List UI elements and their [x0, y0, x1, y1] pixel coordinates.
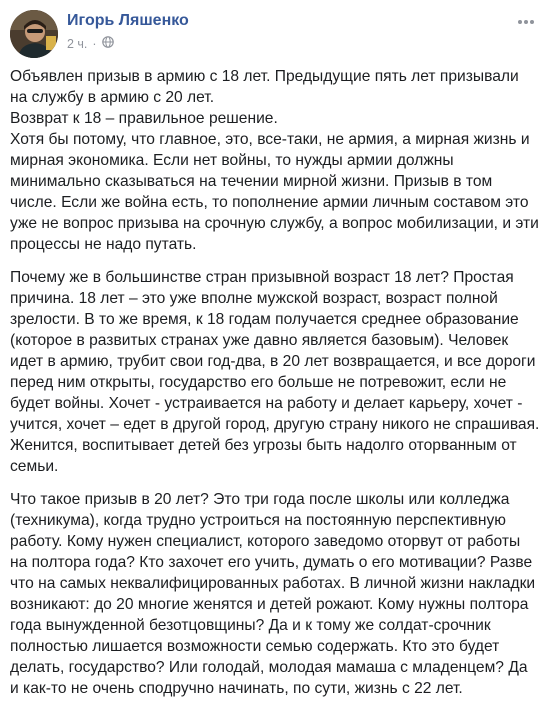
post-timestamp[interactable]: 2 ч.	[67, 36, 88, 51]
globe-icon[interactable]	[102, 36, 114, 51]
author-name-link[interactable]: Игорь Ляшенко	[67, 12, 189, 29]
post-paragraph: Почему же в большинстве стран призывной возраст 18 лет? Простая причина. 18 лет – это уже вполне мужской возраст, возраст полной зрелости. В то же время, к 18 годам получается среднее образование (которое в развитых странах уже давно является базовым). Человек идет в армию, трубит свои год-два, в 20 лет возвращается, и все дороги перед ним открыты, государство его больше не потревожит, если не будет войны. Хочет - устраивается на работу и делает карьеру, хочет - учится, хочет – едет в другой город, другую страну никого не спрашивая. Женится, воспитывает детей без угрозы быть надолго оторванным от семьи.	[10, 269, 540, 475]
post-header	[10, 10, 540, 60]
author-avatar[interactable]	[10, 10, 58, 58]
avatar-photo	[10, 10, 58, 58]
post-meta	[67, 36, 114, 51]
more-options-icon[interactable]	[516, 14, 536, 30]
post-paragraph: Что такое призыв в 20 лет? Это три года после школы или колледжа (техникума), когда трудно устроиться на постоянную перспективную работу. Кому нужен специалист, которого заведомо оторвут от работы на полтора года? Кто захочет его учить, думать о его мотивации? Разве что на самых неквалифицированных работах. В личной жизни накладки возникают: до 20 многие женятся и детей рожают. Кому нужны полтора года вынужденной безотцовщины? Да и к тому же солдат-срочник полностью лишается возможности семью содержать. Кто это будет делать, государство? Или голодай, молодая мамаша с младенцем? Да и как-то не очень сподручно начинать, по сути, жизнь с 22 лет.	[10, 491, 536, 697]
post-paragraph: Объявлен призыв в армию с 18 лет. Предыдущие пять лет призывали на службу в армию с 20 лет. Возврат к 18 – правильное решение. Хотя бы потому, что главное, это, все-таки, не армия, а мирная жизнь и мирная экономика. Если нет войны, то нужды армии должны минимально сказываться на течении мирной жизни. Призыв в том числе. Если же война есть, то пополнение армии личным составом это уже не вопрос призыва на срочную службу, а вопрос мобилизации, и эти процессы не надо путать.	[10, 68, 539, 253]
meta-separator: ·	[92, 36, 97, 51]
post-body	[10, 66, 540, 711]
